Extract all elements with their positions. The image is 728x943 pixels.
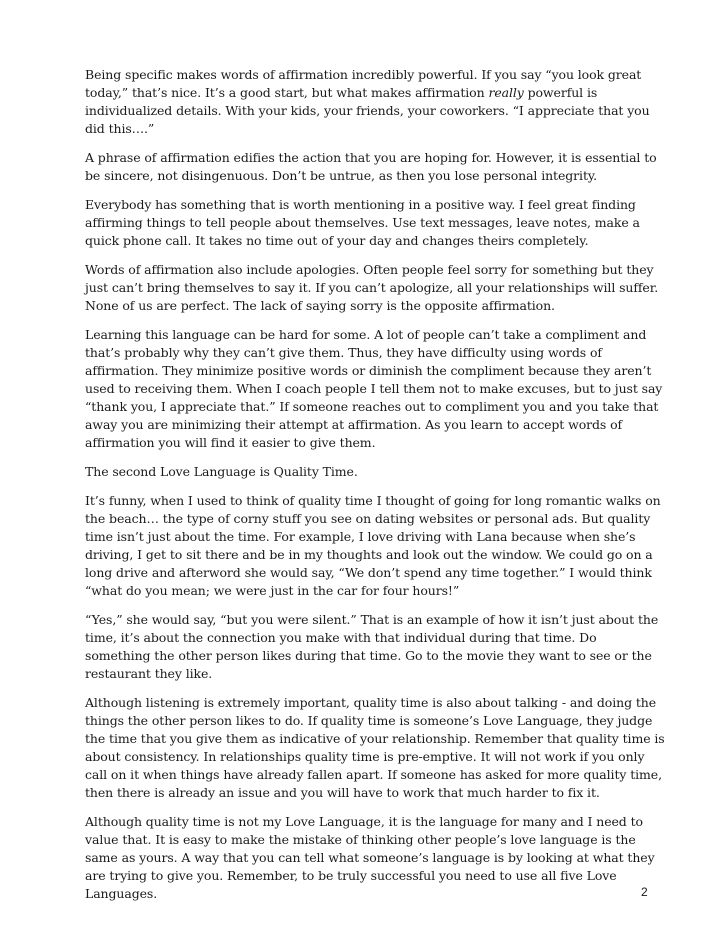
paragraph-8: “Yes,” she would say, “but you were silent.” That is an example of how it isn’t just about the time, it’s about the connection you make with that individual during that time. Do something the other person likes during that time. Go to the movie they want to see or the restaurant they like.	[85, 612, 659, 681]
paragraph-2: A phrase of affirmation edifies the action that you are hoping for. However, it is essential to be sincere, not disingenuous. Don’t be untrue, as then you lose personal integrity.	[85, 150, 657, 183]
paragraph-3: Everybody has something that is worth mentioning in a positive way. I feel great finding affirming things to tell people about themselves. Use text messages, leave notes, make a quick phone call. It takes no time out of your day and changes theirs completely.	[85, 197, 640, 248]
paragraph-9: Although listening is extremely important, quality time is also about talking - and doing the things the other person likes to do. If quality time is someone’s Love Language, they judge the time that you give them as indicative of your relationship. Remember that quality time is about consistency. In relationships quality time is pre-emptive. It will not work if you only call on it when things have already fallen apart. If someone has asked for more quality time, then there is already an issue and you will have to work that much harder to fix it.	[85, 695, 665, 800]
paragraph-1-end: powerful is individualized details. With your kids, your friends, your coworkers. “I appreciate that you did this….”	[85, 85, 650, 136]
paragraph-1	[85, 66, 665, 138]
paragraph-10: Although quality time is not my Love Language, it is the language for many and I need to value that. It is easy to make the mistake of thinking other people’s love language is the same as yours. A way that you can tell what someone’s language is by looking at what they are trying to give you. Remember, to be truly successful you need to use all five Love Languages.	[85, 814, 655, 901]
paragraph-7: It’s funny, when I used to think of quality time I thought of going for long romantic walks on the beach… the type of corny stuff you see on dating websites or personal ads. But quality time isn’t just about the time. For example, I love driving with Lana because when she’s driving, I get to sit there and be in my thoughts and look out the window. We could go on a long drive and afterword she would say, “We don’t spend any time together.” I would think “what do you mean; we were just in the car for four hours!”	[85, 493, 661, 598]
paragraph-6-section-heading: The second Love Language is Quality Time.	[85, 464, 358, 479]
paragraph-1-start: Being specific makes words of affirmation incredibly powerful. If you say “you look great today,” that’s nice. It’s a good start, but what makes affirmation	[85, 67, 642, 100]
body-text	[85, 66, 665, 914]
emphasis-really: really	[488, 85, 524, 100]
paragraph-4: Words of affirmation also include apologies. Often people feel sorry for something but they just can’t bring themselves to say it. If you can’t apologize, all your relationships will suffer. None of us are perfect. The lack of saying sorry is the opposite affirmation.	[85, 262, 659, 313]
paragraph-5: Learning this language can be hard for some. A lot of people can’t take a compliment and that’s probably why they can’t give them. Thus, they have difficulty using words of affirmation. They minimize positive words or diminish the compliment because they aren’t used to receiving them. When I coach people I tell them not to make excuses, but to just say “thank you, I appreciate that.” If someone reaches out to compliment you and you take that away you are minimizing their attempt at affirmation. As you learn to accept words of affirmation you will find it easier to give them.	[85, 327, 663, 450]
page-number: 2	[641, 885, 648, 899]
